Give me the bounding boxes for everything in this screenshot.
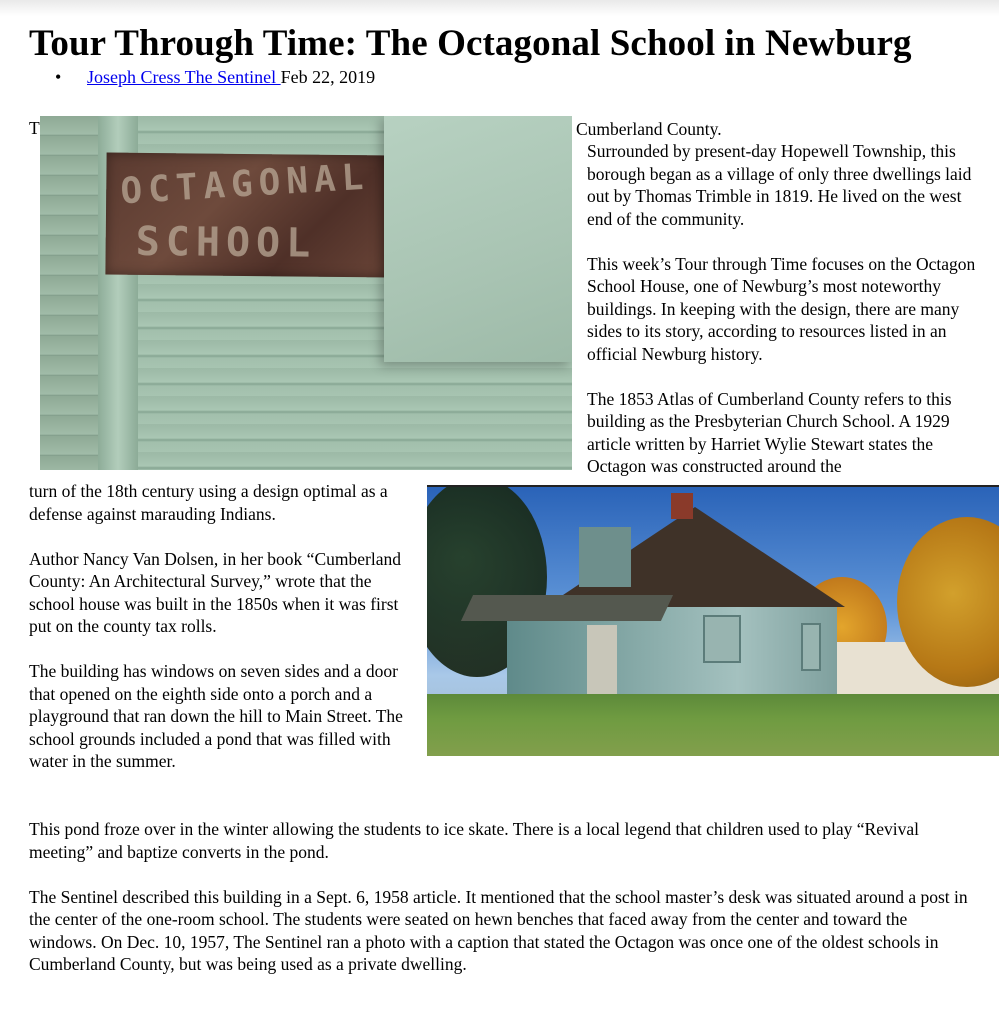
paragraph: turn of the 18th century using a design optimal as a defense against marauding Indians.	[29, 481, 388, 524]
octagonal-school-sign-photo	[40, 116, 572, 470]
drop-letter: T	[29, 118, 40, 138]
right-column	[587, 140, 982, 478]
paragraph: This pond froze over in the winter allowing the students to ice skate. There is a local legend that children used to play “Revival meeting” and baptize converts in the pond.	[29, 819, 919, 862]
article-title: Tour Through Time: The Octagonal School in Newburg	[29, 23, 912, 64]
paragraph: The 1853 Atlas of Cumberland County refers to this building as the Presbyterian Church School. A 1929 article written by Harriet Wylie Stewart states the Octagon was constructed around the	[587, 388, 952, 476]
school-sign-board	[105, 153, 388, 278]
first-line-fragment: Cumberland County.	[576, 119, 722, 139]
paragraph: This week’s Tour through Time focuses on the Octagon School House, one of Newburg’s most noteworthy buildings. In keeping with the design, there are many sides to its story, according to resources listed in an official Newburg history.	[587, 253, 976, 364]
bullet-icon: •	[55, 67, 62, 87]
author-link[interactable]: Joseph Cress The Sentinel	[87, 67, 281, 87]
sign-text-line2: SCHOOL	[135, 218, 317, 267]
paragraph: Surrounded by present-day Hopewell Township, this borough began as a village of only three dwellings laid out by Thomas Trimble in 1819. He lived on the west end of the community.	[587, 141, 972, 229]
publish-date: Feb 22, 2019	[280, 67, 376, 87]
sign-text-line1: OCTAGONAL	[119, 156, 371, 213]
paragraph: The Sentinel described this building in a Sept. 6, 1958 article. It mentioned that the school master’s desk was situated around a post in the center of the one-room school. The students were seated on hewn benches that faced away from the center and toward the windows. On Dec. 10, 1957, The Sentinel ran a photo with a caption that stated the Octagon was once one of the oldest schools in Cumberland County, but was being used as a private dwelling.	[29, 886, 968, 974]
paragraph: The building has windows on seven sides and a door that opened on the eighth side onto a porch and a playground that ran down the hill to Main Street. The school grounds included a pond that was filled with water in the summer.	[29, 661, 403, 771]
window-shutter	[384, 116, 572, 362]
octagon-school-house-photo	[427, 485, 999, 756]
left-column	[29, 480, 411, 773]
paragraph: Author Nancy Van Dolsen, in her book “Cumberland County: An Architectural Survey,” wrote that the school house was built in the 1850s when it was first put on the county tax rolls.	[29, 548, 401, 636]
full-width-column	[29, 818, 979, 976]
top-shadow-bar	[0, 0, 999, 16]
byline	[55, 66, 376, 88]
